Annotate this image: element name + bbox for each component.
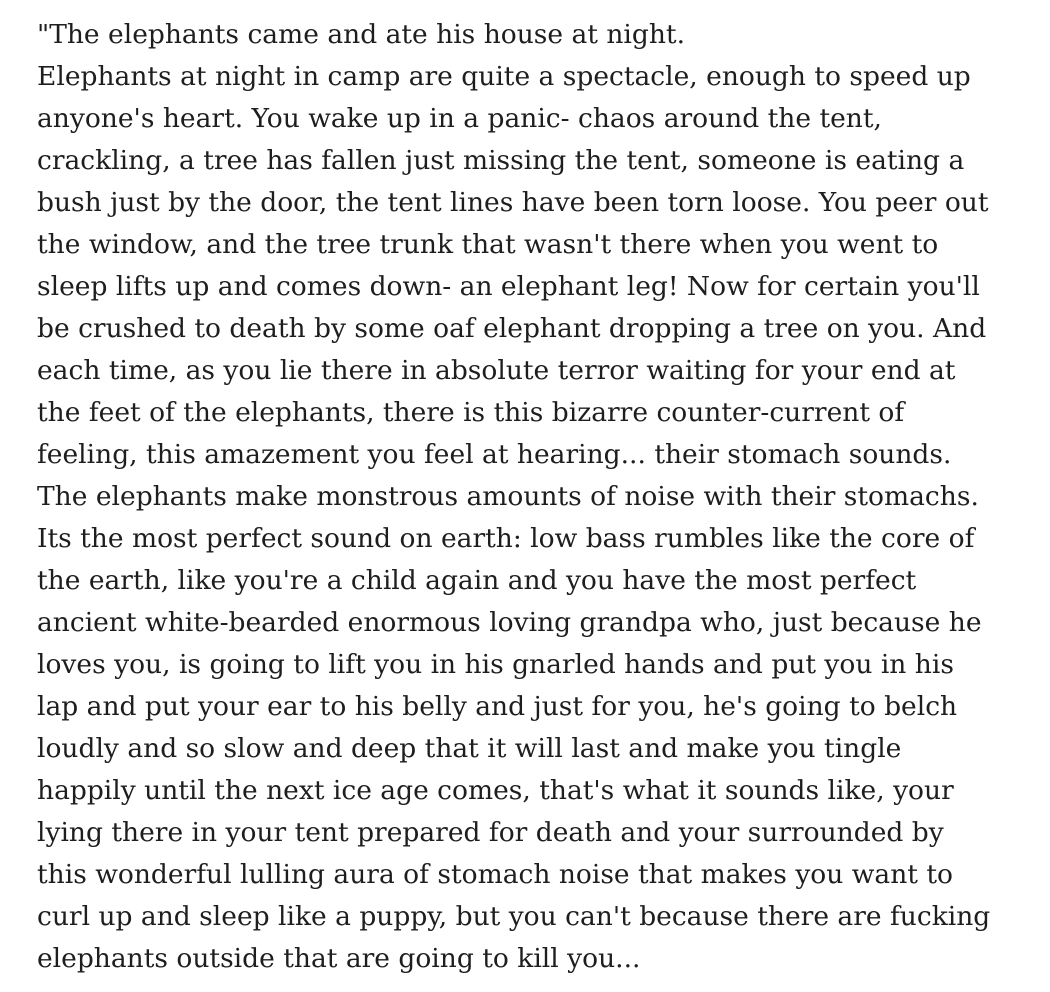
text-line: happily until the next ice age comes, that's what it sounds like, your bbox=[37, 775, 954, 806]
text-line: "The elephants came and ate his house at night. bbox=[37, 19, 686, 50]
text-line: Elephants at night in camp are quite a spectacle, enough to speed up bbox=[37, 61, 971, 92]
text-line: Its the most perfect sound on earth: low bass rumbles like the core of bbox=[37, 523, 975, 554]
text-line: ancient white-bearded enormous loving grandpa who, just because he bbox=[37, 607, 982, 638]
quote-paragraph bbox=[37, 14, 1030, 980]
text-line: The elephants make monstrous amounts of noise with their stomachs. bbox=[37, 481, 979, 512]
text-line: sleep lifts up and comes down- an elephant leg! Now for certain you'll bbox=[37, 271, 980, 302]
text-line: the feet of the elephants, there is this bizarre counter-current of bbox=[37, 397, 905, 428]
text-line: lap and put your ear to his belly and just for you, he's going to belch bbox=[37, 691, 958, 722]
text-line: crackling, a tree has fallen just missing the tent, someone is eating a bbox=[37, 145, 965, 176]
text-line: curl up and sleep like a puppy, but you can't because there are fucking bbox=[37, 901, 991, 932]
text-line: anyone's heart. You wake up in a panic- chaos around the tent, bbox=[37, 103, 882, 134]
text-line: feeling, this amazement you feel at hearing... their stomach sounds. bbox=[37, 439, 952, 470]
text-line: be crushed to death by some oaf elephant dropping a tree on you. And bbox=[37, 313, 987, 344]
text-line: each time, as you lie there in absolute terror waiting for your end at bbox=[37, 355, 956, 386]
text-line: elephants outside that are going to kill you... bbox=[37, 943, 641, 974]
text-line: the window, and the tree trunk that wasn't there when you went to bbox=[37, 229, 939, 260]
text-line: loves you, is going to lift you in his gnarled hands and put you in his bbox=[37, 649, 954, 680]
text-line: bush just by the door, the tent lines have been torn loose. You peer out bbox=[37, 187, 989, 218]
text-line: loudly and so slow and deep that it will last and make you tingle bbox=[37, 733, 902, 764]
text-line: the earth, like you're a child again and you have the most perfect bbox=[37, 565, 917, 596]
text-line: lying there in your tent prepared for death and your surrounded by bbox=[37, 817, 944, 848]
text-line: this wonderful lulling aura of stomach noise that makes you want to bbox=[37, 859, 953, 890]
